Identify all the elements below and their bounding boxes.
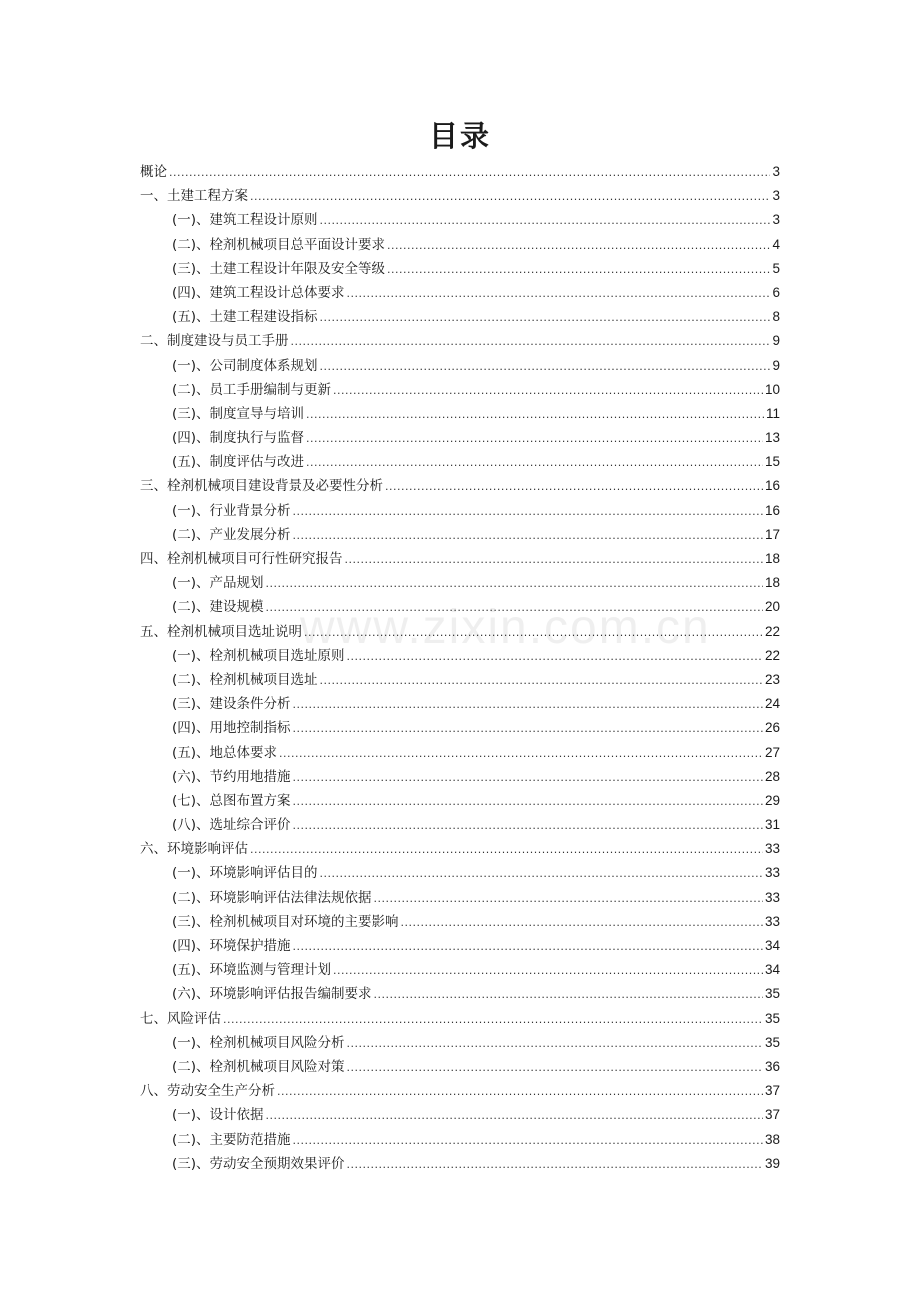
toc-dot-leader bbox=[169, 161, 770, 185]
toc-page-number: 18 bbox=[764, 575, 780, 591]
toc-entry-label: (四)、建筑工程设计总体要求 bbox=[172, 284, 345, 301]
toc-chapter-entry[interactable] bbox=[140, 1079, 780, 1103]
toc-dot-leader bbox=[320, 862, 763, 886]
toc-section-entry[interactable] bbox=[140, 1055, 780, 1079]
toc-dot-leader bbox=[347, 282, 771, 306]
toc-section-entry[interactable] bbox=[140, 982, 780, 1006]
toc-page-number: 9 bbox=[772, 333, 780, 349]
toc-section-entry[interactable] bbox=[140, 692, 780, 716]
toc-entry-label: (三)、制度宣导与培训 bbox=[172, 405, 305, 422]
toc-entry-label: 六、环境影响评估 bbox=[140, 841, 248, 858]
toc-entry-label: (四)、用地控制指标 bbox=[172, 720, 291, 737]
toc-entry-label: (七)、总图布置方案 bbox=[172, 792, 291, 809]
toc-entry-label: 八、劳动安全生产分析 bbox=[140, 1083, 275, 1100]
toc-section-entry[interactable] bbox=[140, 571, 780, 595]
toc-entry-label: 三、栓剂机械项目建设背景及必要性分析 bbox=[140, 478, 383, 495]
toc-page-number: 33 bbox=[764, 889, 780, 905]
toc-page-number: 15 bbox=[764, 454, 780, 470]
toc-dot-leader bbox=[293, 693, 763, 717]
toc-entry-label: (三)、土建工程设计年限及安全等级 bbox=[172, 260, 386, 277]
toc-entry-label: (二)、员工手册编制与更新 bbox=[172, 381, 332, 398]
toc-entry-label: (五)、制度评估与改进 bbox=[172, 454, 305, 471]
toc-page-number: 6 bbox=[772, 284, 780, 300]
toc-section-entry[interactable] bbox=[140, 426, 780, 450]
toc-section-entry[interactable] bbox=[140, 886, 780, 910]
toc-page-number: 33 bbox=[764, 865, 780, 881]
toc-section-entry[interactable] bbox=[140, 257, 780, 281]
toc-section-entry[interactable] bbox=[140, 281, 780, 305]
toc-page-number: 34 bbox=[764, 962, 780, 978]
toc-dot-leader bbox=[306, 427, 763, 451]
toc-dot-leader bbox=[266, 572, 763, 596]
toc-page-number: 39 bbox=[764, 1155, 780, 1171]
toc-section-entry[interactable] bbox=[140, 861, 780, 885]
toc-page-number: 8 bbox=[772, 309, 780, 325]
toc-section-entry[interactable] bbox=[140, 305, 780, 329]
toc-entry-label: 二、制度建设与员工手册 bbox=[140, 333, 289, 350]
toc-dot-leader bbox=[266, 596, 763, 620]
toc-page-number: 34 bbox=[764, 938, 780, 953]
toc-section-entry[interactable] bbox=[140, 1103, 780, 1127]
toc-page-number: 35 bbox=[764, 1010, 780, 1026]
toc-dot-leader bbox=[385, 475, 763, 499]
toc-section-entry[interactable] bbox=[140, 765, 780, 789]
toc-dot-leader bbox=[333, 959, 763, 983]
toc-page-number: 16 bbox=[764, 502, 780, 518]
toc-page-number: 33 bbox=[764, 841, 780, 857]
toc-section-entry[interactable] bbox=[140, 450, 780, 474]
toc-entry-label: (一)、建筑工程设计原则 bbox=[172, 212, 318, 229]
toc-entry-label: 四、栓剂机械项目可行性研究报告 bbox=[140, 551, 343, 567]
toc-entry-label: (一)、行业背景分析 bbox=[172, 502, 291, 519]
toc-entry-label: (二)、栓剂机械项目风险对策 bbox=[172, 1058, 345, 1075]
toc-entry-label: (六)、环境影响评估报告编制要求 bbox=[172, 986, 372, 1003]
toc-page-number: 11 bbox=[765, 405, 780, 421]
toc-entry-label: (五)、地总体要求 bbox=[172, 744, 278, 761]
toc-chapter-entry[interactable] bbox=[140, 329, 780, 353]
toc-entry-label: (三)、栓剂机械项目对环境的主要影响 bbox=[172, 913, 399, 930]
toc-dot-leader bbox=[374, 983, 763, 1007]
toc-page-number: 22 bbox=[764, 623, 780, 639]
toc-entry-label: (二)、栓剂机械项目总平面设计要求 bbox=[172, 236, 386, 253]
toc-dot-leader bbox=[374, 887, 763, 911]
toc-chapter-entry[interactable] bbox=[140, 620, 780, 644]
toc-page-number: 27 bbox=[764, 744, 780, 760]
toc-dot-leader bbox=[291, 330, 771, 354]
toc-chapter-entry[interactable] bbox=[140, 184, 780, 208]
toc-section-entry[interactable] bbox=[140, 668, 780, 692]
toc-page-number: 5 bbox=[772, 260, 780, 276]
toc-entry-label: (二)、建设规模 bbox=[172, 599, 264, 616]
toc-dot-leader bbox=[345, 548, 763, 572]
toc-dot-leader bbox=[293, 1129, 763, 1153]
toc-page-number: 9 bbox=[772, 357, 780, 373]
toc-page-number: 24 bbox=[764, 696, 780, 712]
toc-chapter-entry[interactable] bbox=[140, 1007, 780, 1031]
toc-entry-label: 概论 bbox=[140, 164, 167, 180]
toc-dot-leader bbox=[347, 1153, 763, 1177]
toc-entry-label: (一)、栓剂机械项目选址原则 bbox=[172, 647, 345, 664]
toc-section-entry[interactable] bbox=[140, 741, 780, 765]
toc-section-entry[interactable] bbox=[140, 1031, 780, 1055]
toc-entry-label: (二)、产业发展分析 bbox=[172, 526, 291, 543]
toc-page-number: 29 bbox=[764, 792, 780, 808]
toc-section-entry[interactable] bbox=[140, 402, 780, 426]
toc-page-number: 4 bbox=[772, 236, 780, 252]
toc-chapter-entry[interactable] bbox=[140, 547, 780, 571]
toc-entry-label: 七、风险评估 bbox=[140, 1010, 221, 1027]
toc-entry-label: (四)、制度执行与监督 bbox=[172, 430, 305, 447]
toc-dot-leader bbox=[306, 403, 764, 427]
toc-entry-label: (五)、环境监测与管理计划 bbox=[172, 962, 332, 979]
toc-dot-leader bbox=[293, 935, 763, 959]
toc-dot-leader bbox=[266, 1104, 763, 1128]
toc-dot-leader bbox=[306, 451, 763, 475]
toc-entry-label: (一)、设计依据 bbox=[172, 1107, 264, 1124]
toc-entry-label: (一)、产品规划 bbox=[172, 575, 264, 592]
toc-section-entry[interactable] bbox=[140, 813, 780, 837]
toc-entry-label: (一)、栓剂机械项目风险分析 bbox=[172, 1034, 345, 1051]
toc-section-entry[interactable] bbox=[140, 1152, 780, 1176]
toc-page-number: 18 bbox=[764, 551, 780, 566]
toc-dot-leader bbox=[250, 838, 763, 862]
toc-entry-label: (六)、节约用地措施 bbox=[172, 768, 291, 785]
toc-entry-label: (一)、公司制度体系规划 bbox=[172, 357, 318, 374]
toc-dot-leader bbox=[401, 911, 763, 935]
toc-entry-label: (三)、劳动安全预期效果评价 bbox=[172, 1155, 345, 1172]
toc-section-entry[interactable] bbox=[140, 934, 780, 958]
toc-entry-label: (八)、选址综合评价 bbox=[172, 817, 291, 834]
toc-page-number: 36 bbox=[764, 1058, 780, 1074]
toc-entry-label: (三)、建设条件分析 bbox=[172, 696, 291, 713]
toc-page-number: 10 bbox=[764, 381, 780, 397]
toc-dot-leader bbox=[277, 1080, 763, 1104]
toc-entry-label: 一、土建工程方案 bbox=[140, 188, 248, 205]
toc-section-entry[interactable] bbox=[140, 910, 780, 934]
toc-page-number: 37 bbox=[764, 1107, 780, 1123]
toc-page-number: 16 bbox=[764, 478, 780, 494]
toc-entry-label: (二)、栓剂机械项目选址 bbox=[172, 671, 318, 688]
toc-page-number: 28 bbox=[764, 768, 780, 784]
toc-section-entry[interactable] bbox=[140, 499, 780, 523]
toc-dot-leader bbox=[320, 669, 763, 693]
toc-chapter-entry[interactable] bbox=[140, 160, 780, 184]
toc-dot-leader bbox=[347, 1056, 763, 1080]
toc-page-number: 35 bbox=[764, 1034, 780, 1050]
toc-page-number: 22 bbox=[764, 647, 780, 663]
toc-page-number: 13 bbox=[764, 430, 780, 446]
toc-dot-leader bbox=[333, 379, 763, 403]
table-of-contents bbox=[140, 160, 780, 1176]
toc-chapter-entry[interactable] bbox=[140, 837, 780, 861]
toc-page-number: 37 bbox=[764, 1083, 780, 1099]
toc-page-number: 31 bbox=[764, 817, 780, 833]
toc-dot-leader bbox=[293, 814, 763, 838]
toc-section-entry[interactable] bbox=[140, 958, 780, 982]
toc-page-number: 23 bbox=[764, 671, 780, 687]
toc-dot-leader bbox=[293, 500, 763, 524]
toc-section-entry[interactable] bbox=[140, 354, 780, 378]
toc-entry-label: (四)、环境保护措施 bbox=[172, 938, 291, 954]
toc-section-entry[interactable] bbox=[140, 716, 780, 740]
toc-section-entry[interactable] bbox=[140, 789, 780, 813]
toc-section-entry[interactable] bbox=[140, 378, 780, 402]
toc-page-number: 3 bbox=[772, 188, 780, 204]
toc-dot-leader bbox=[293, 524, 763, 548]
toc-entry-label: (一)、环境影响评估目的 bbox=[172, 865, 318, 882]
toc-page-number: 20 bbox=[764, 599, 780, 615]
toc-page-number: 17 bbox=[764, 526, 780, 542]
toc-dot-leader bbox=[387, 258, 770, 282]
toc-page-number: 26 bbox=[764, 720, 780, 736]
toc-dot-leader bbox=[320, 209, 771, 233]
toc-entry-label: (五)、土建工程建设指标 bbox=[172, 309, 318, 326]
toc-dot-leader bbox=[293, 717, 763, 741]
page-title: 目录 bbox=[428, 119, 491, 153]
toc-section-entry[interactable] bbox=[140, 1128, 780, 1152]
toc-dot-leader bbox=[304, 621, 763, 645]
toc-page-number: 3 bbox=[772, 164, 780, 179]
toc-dot-leader bbox=[320, 306, 771, 330]
toc-entry-label: (二)、环境影响评估法律法规依据 bbox=[172, 889, 372, 906]
toc-entry-label: 五、栓剂机械项目选址说明 bbox=[140, 623, 302, 640]
toc-section-entry[interactable] bbox=[140, 208, 780, 232]
toc-dot-leader bbox=[387, 234, 770, 258]
toc-section-entry[interactable] bbox=[140, 523, 780, 547]
toc-chapter-entry[interactable] bbox=[140, 474, 780, 498]
toc-dot-leader bbox=[347, 645, 763, 669]
toc-dot-leader bbox=[293, 766, 763, 790]
toc-dot-leader bbox=[279, 742, 763, 766]
toc-page-number: 3 bbox=[772, 212, 780, 228]
toc-dot-leader bbox=[293, 790, 763, 814]
toc-page-number: 38 bbox=[764, 1131, 780, 1147]
toc-dot-leader bbox=[250, 185, 770, 209]
toc-page-number: 35 bbox=[764, 986, 780, 1002]
toc-section-entry[interactable] bbox=[140, 644, 780, 668]
watermark: www.zixin.com.cn bbox=[300, 601, 711, 654]
toc-dot-leader bbox=[320, 355, 771, 379]
toc-section-entry[interactable] bbox=[140, 595, 780, 619]
toc-dot-leader bbox=[347, 1032, 763, 1056]
toc-dot-leader bbox=[223, 1008, 763, 1032]
toc-page-number: 33 bbox=[764, 913, 780, 929]
toc-section-entry[interactable] bbox=[140, 233, 780, 257]
toc-entry-label: (二)、主要防范措施 bbox=[172, 1131, 291, 1148]
